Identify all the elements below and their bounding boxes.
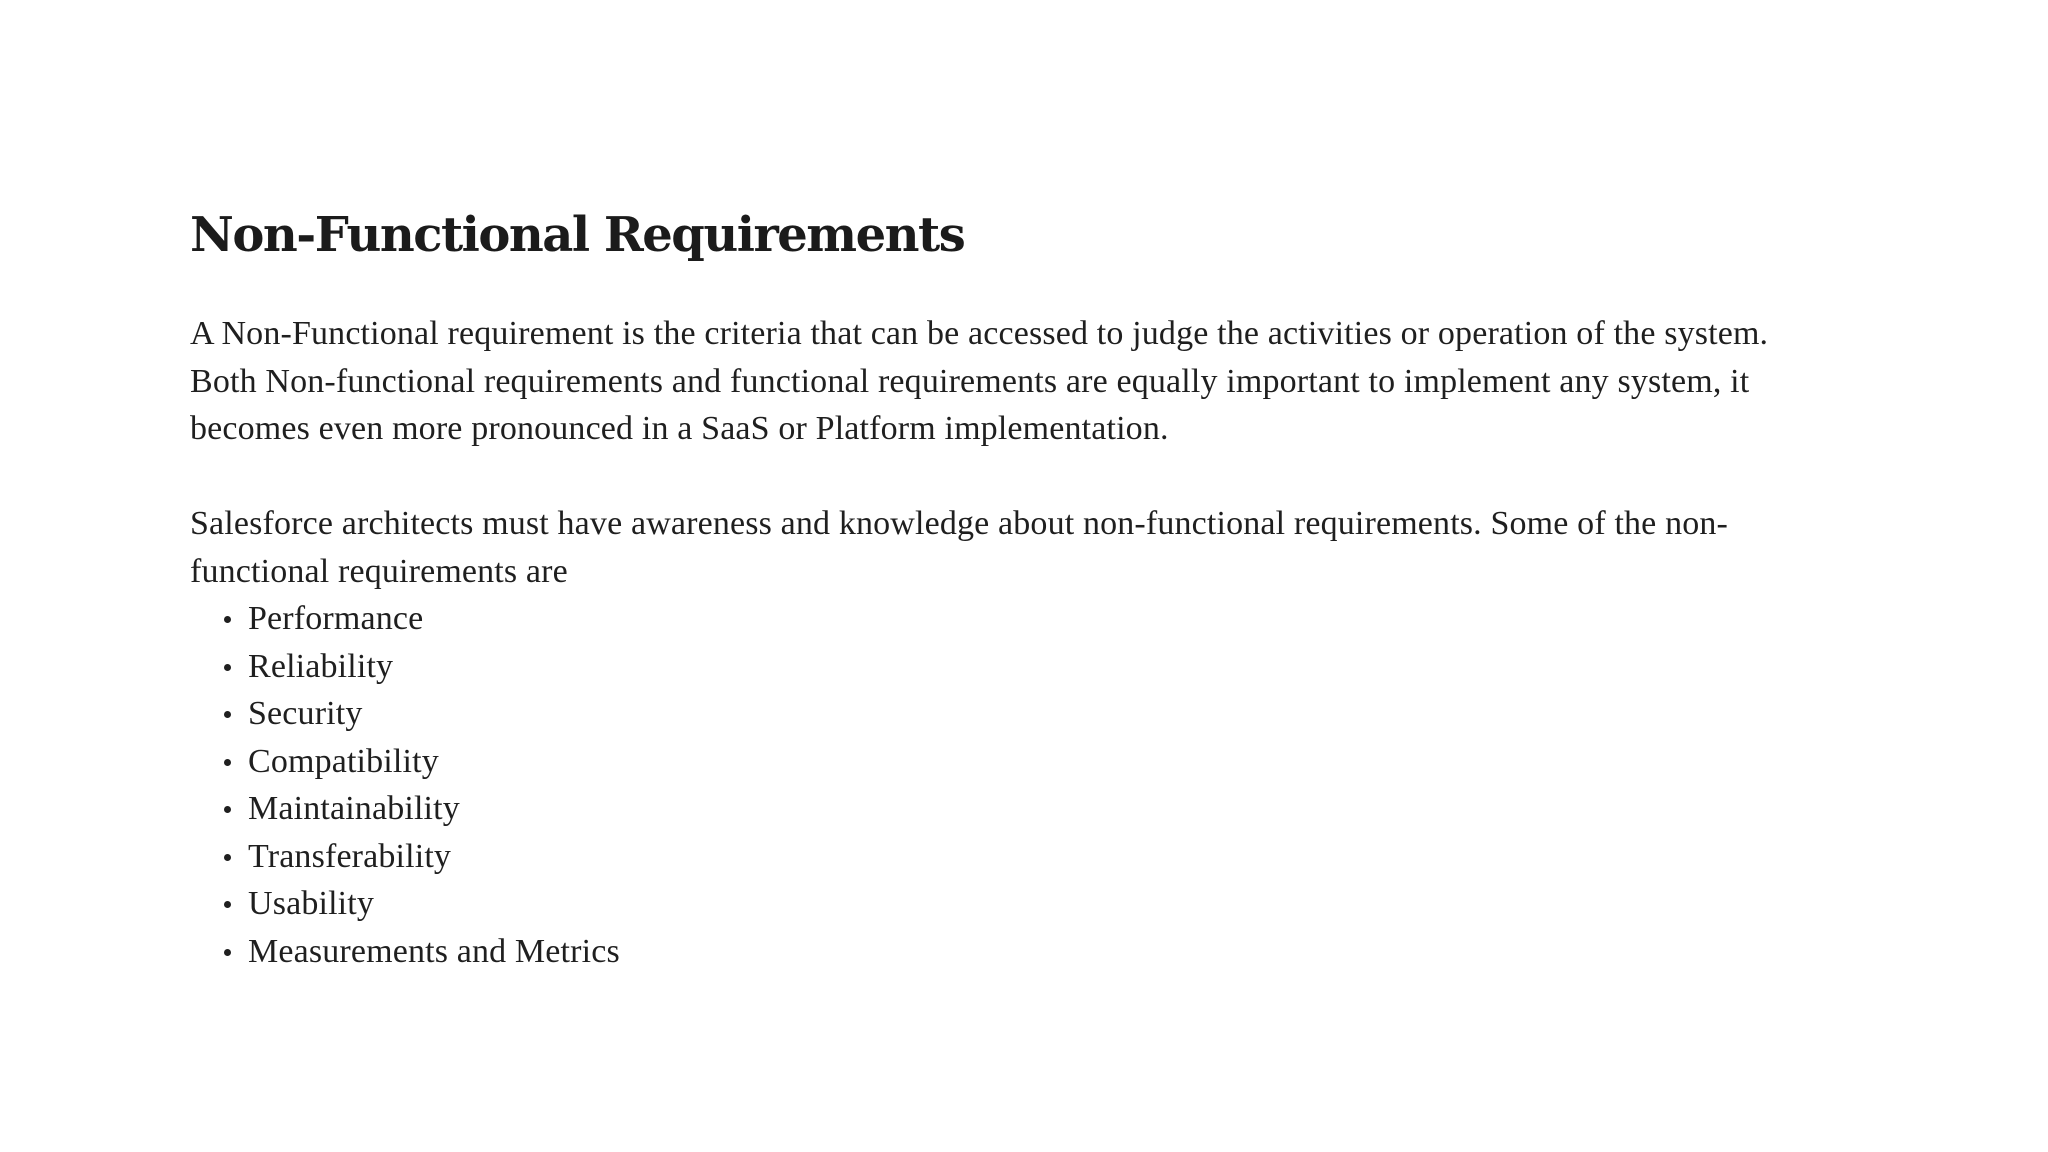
requirements-list [190, 595, 1830, 975]
list-item [190, 690, 1830, 738]
list-item-label: Maintainability [248, 790, 460, 827]
list-item-label: Security [248, 695, 363, 732]
bullet-icon [224, 806, 231, 813]
bullet-icon [224, 854, 231, 861]
list-item [190, 785, 1830, 833]
slide-content [190, 205, 1830, 975]
list-item [190, 595, 1830, 643]
bullet-icon [224, 901, 231, 908]
page-title: Non-Functional Requirements [190, 207, 965, 263]
list-item [190, 643, 1830, 691]
architects-paragraph: Salesforce architects must have awareness and knowledge about non-functional requirements. Some of the non-functional requirements are [190, 505, 1728, 590]
bullet-icon [224, 711, 231, 718]
list-item-label: Transferability [248, 837, 452, 875]
list-item [190, 928, 1830, 976]
list-item-label: Usability [248, 885, 375, 922]
list-item [190, 880, 1830, 928]
bullet-icon [224, 759, 231, 766]
intro-paragraph: A Non-Functional requirement is the criteria that can be accessed to judge the activities or operation of the system. Both Non-functional requirements and functional requirements are equally important to implement any system, it becomes even more pronounced in a SaaS or Platform implementation. [190, 315, 1769, 447]
list-item [190, 833, 1830, 881]
list-item-label: Performance [248, 600, 424, 637]
list-item-label: Reliability [248, 647, 394, 685]
bullet-icon [224, 616, 231, 623]
list-item-label: Compatibility [248, 742, 439, 780]
list-item-label: Measurements and Metrics [248, 932, 620, 970]
bullet-icon [224, 664, 231, 671]
bullet-icon [224, 949, 231, 956]
list-item [190, 738, 1830, 786]
